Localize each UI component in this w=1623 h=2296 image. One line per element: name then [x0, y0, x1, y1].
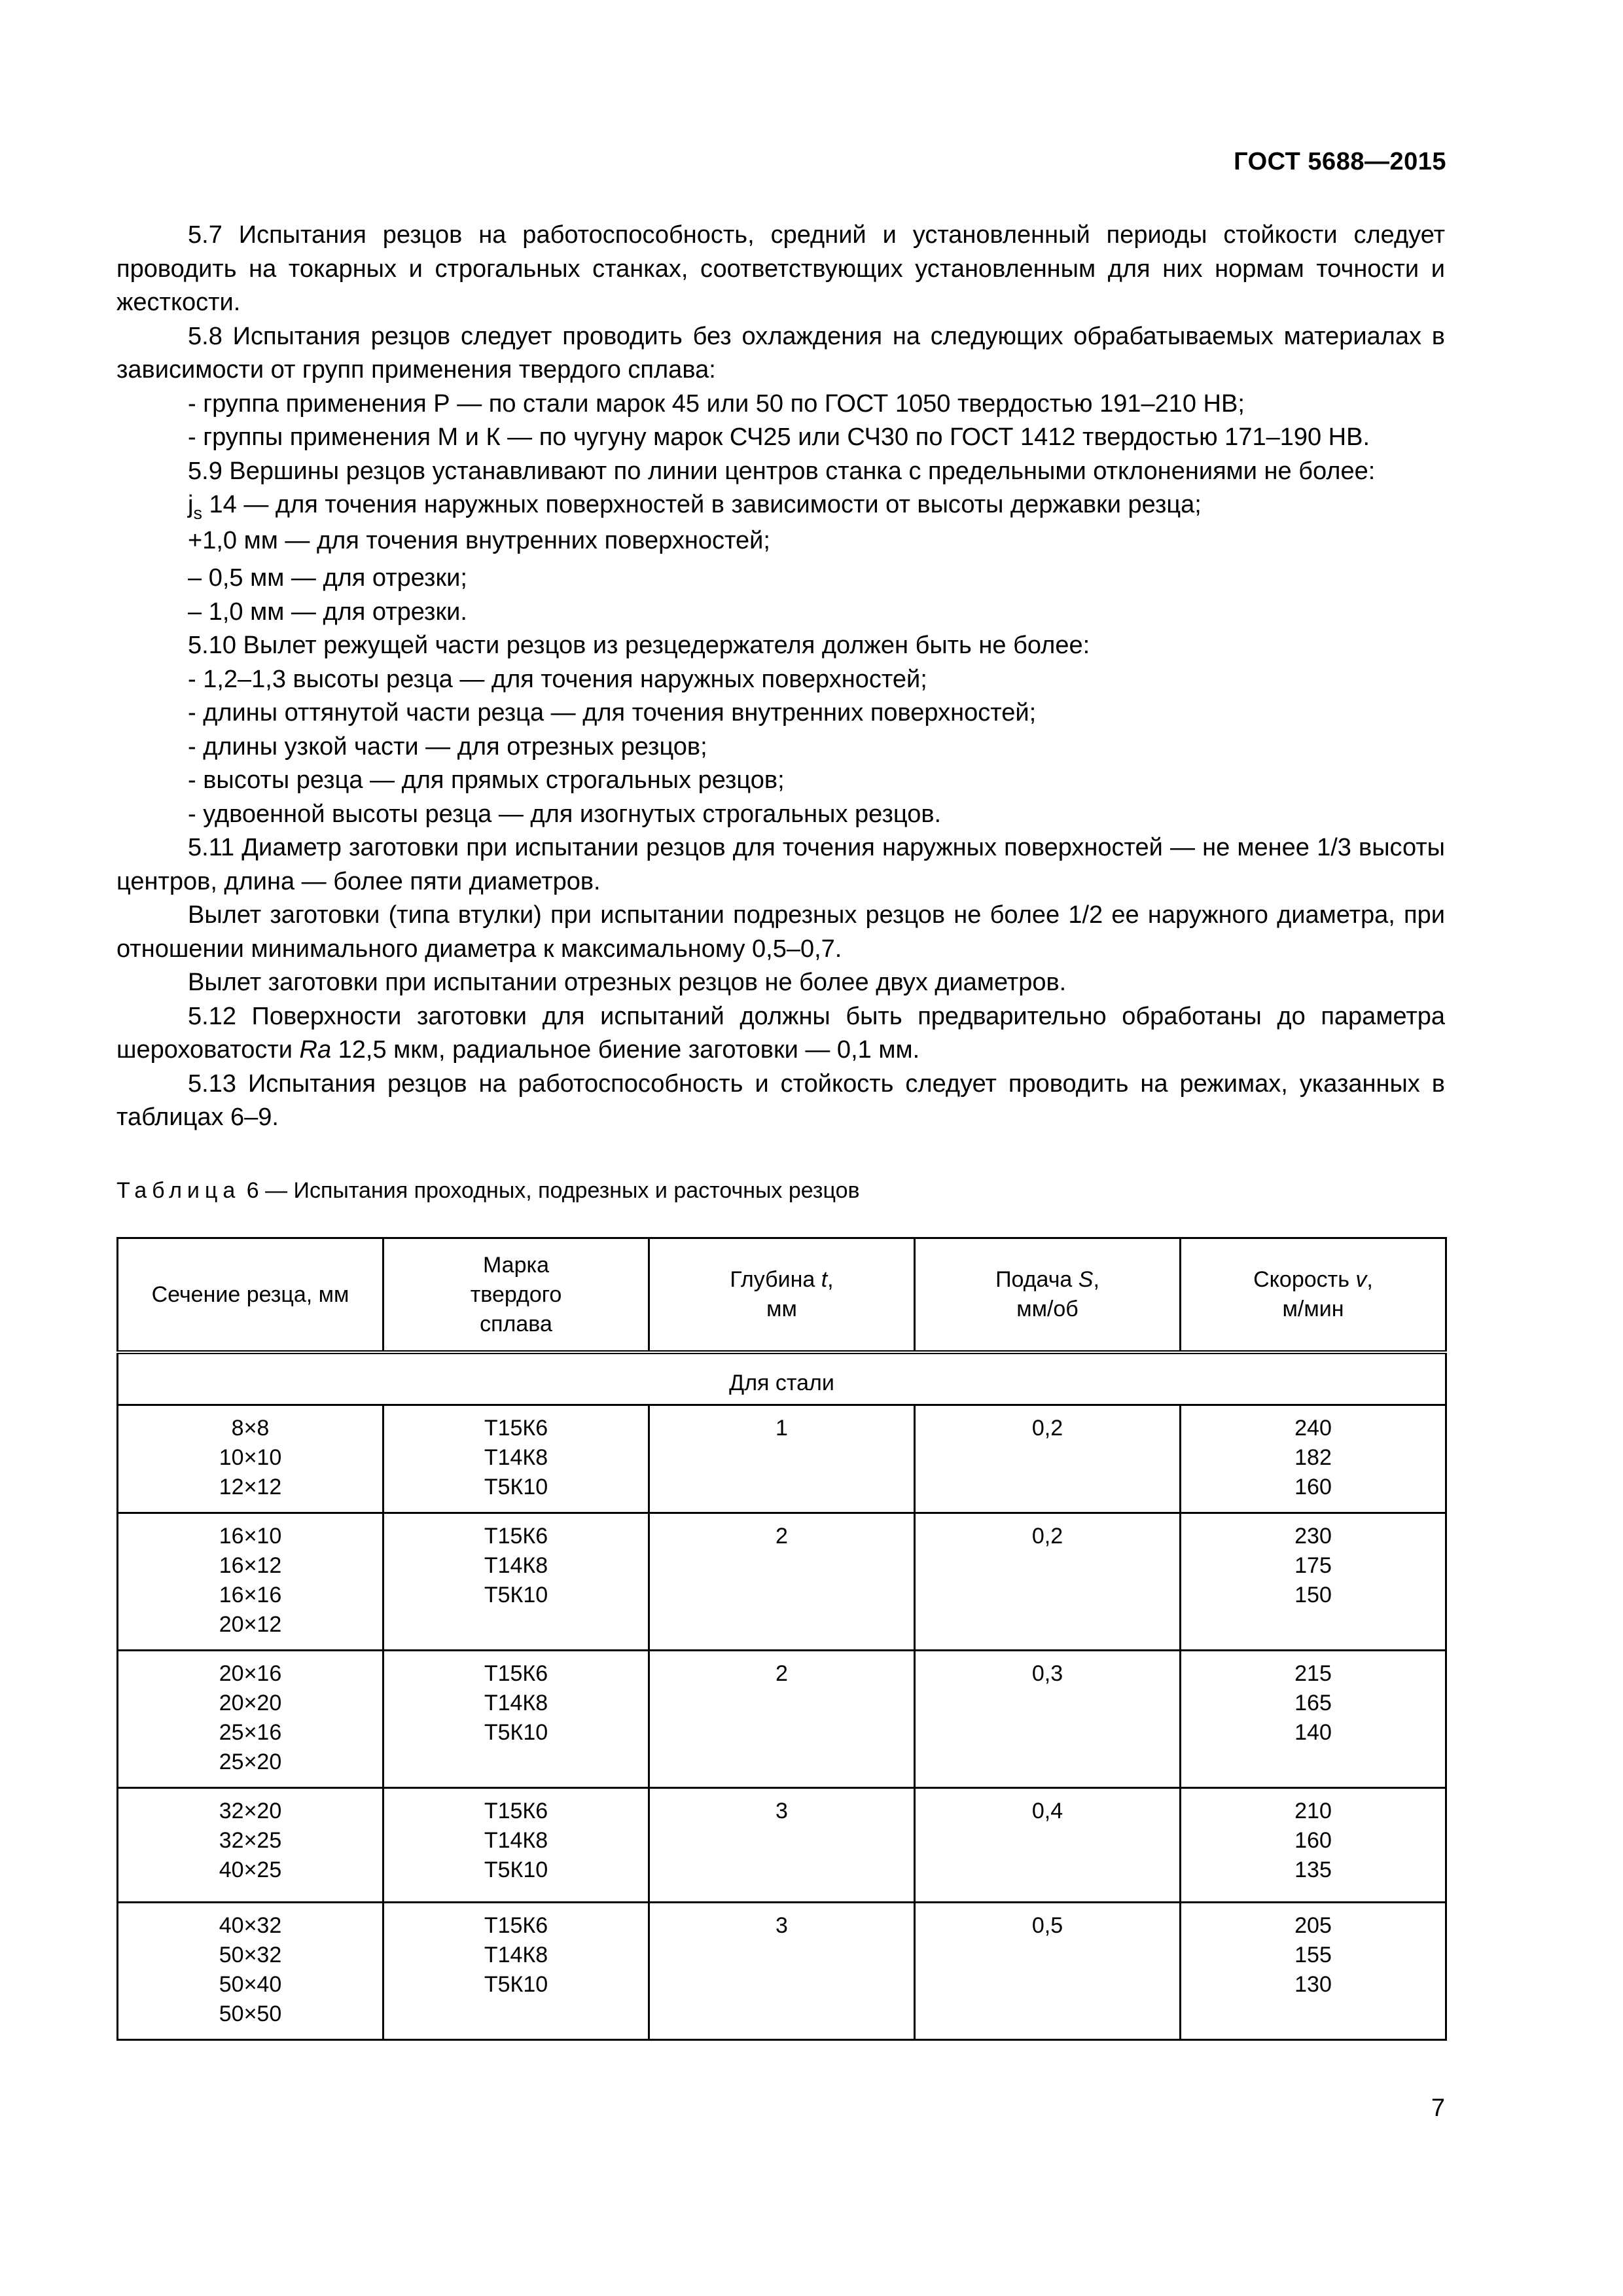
header-feed-comma: , — [1093, 1267, 1099, 1292]
header-depth-comma: , — [827, 1267, 834, 1292]
cell-line: Т15К6 — [484, 1799, 548, 1823]
header-depth-line — [650, 1265, 914, 1295]
test-modes-table — [116, 1237, 1447, 2041]
cell-sections — [118, 1513, 383, 1651]
cell-line: 165 — [1294, 1691, 1332, 1715]
paragraph-5-12 — [116, 1000, 1445, 1067]
cell-line: 8×8 — [231, 1416, 270, 1441]
cell-grades — [383, 1651, 649, 1788]
header-feed-var: S — [1078, 1267, 1094, 1292]
table-row — [118, 1651, 1446, 1788]
cell-grades — [383, 1405, 649, 1513]
cell-line: Т14К8 — [484, 1553, 548, 1578]
paragraph-5-11-c: Вылет заготовки при испытании отрезных резцов не более двух диаметров. — [188, 969, 1067, 996]
cell-depth: 2 — [649, 1513, 915, 1651]
js-symbol: j — [188, 491, 194, 518]
cell-sections — [118, 1788, 383, 1903]
header-grade-line: твердого — [470, 1282, 562, 1307]
cell-line: 160 — [1294, 1475, 1332, 1499]
paragraph-5-11-b: Вылет заготовки (типа втулки) при испытании подрезных резцов не более 1/2 ее наружного диаметра, при отношении минимального диаметра к максимальному 0,5–0,7. — [116, 901, 1445, 963]
document-header: ГОСТ 5688—2015 — [1234, 148, 1446, 175]
cell-line: 32×25 — [219, 1828, 282, 1853]
cell-speeds — [1181, 1903, 1446, 2040]
cell-depth: 2 — [649, 1651, 915, 1788]
header-grade — [383, 1238, 649, 1353]
cell-line: Т15К6 — [484, 1416, 548, 1441]
table-row — [118, 1405, 1446, 1513]
cell-line: 25×20 — [219, 1749, 282, 1774]
cell-line: Т15К6 — [484, 1661, 548, 1686]
paragraph-5-9-item-internal: +1,0 мм — для точения внутренних поверхностей; — [188, 526, 770, 554]
header-speed — [1181, 1238, 1446, 1353]
cell-speeds — [1181, 1788, 1446, 1903]
cell-grades — [383, 1788, 649, 1903]
cell-line: 16×16 — [219, 1583, 282, 1607]
cell-line: 50×50 — [219, 2001, 282, 2026]
header-speed-comma: , — [1366, 1267, 1373, 1292]
page-number: 7 — [1431, 2094, 1445, 2122]
cell-feed: 0,5 — [915, 1903, 1181, 2040]
cell-line: 10×10 — [219, 1445, 282, 1470]
cell-grades — [383, 1513, 649, 1651]
paragraph-5-9-item-cutoff-2: – 1,0 мм — для отрезки. — [188, 598, 467, 626]
header-depth-unit: мм — [766, 1297, 797, 1321]
cell-line: 215 — [1294, 1661, 1332, 1686]
cell-line: Т5К10 — [484, 1857, 548, 1882]
cell-line: Т15К6 — [484, 1913, 548, 1938]
cell-sections — [118, 1651, 383, 1788]
cell-line: 205 — [1294, 1913, 1332, 1938]
cell-grades — [383, 1903, 649, 2040]
cell-line: 40×32 — [219, 1913, 282, 1938]
cell-line: 130 — [1294, 1972, 1332, 1997]
table-header-row — [118, 1238, 1446, 1353]
paragraph-5-10: 5.10 Вылет режущей части резцов из резцедержателя должен быть не более: — [188, 632, 1090, 659]
cell-line: Т5К10 — [484, 1583, 548, 1607]
cell-depth: 1 — [649, 1405, 915, 1513]
paragraph-5-8-item-mk: - группы применения М и К — по чугуну марок СЧ25 или СЧ30 по ГОСТ 1412 твердостью 171–190 НВ. — [188, 423, 1370, 451]
cell-line: Т14К8 — [484, 1943, 548, 1967]
js-text: 14 — для точения наружных поверхностей в зависимости от высоты державки резца; — [202, 491, 1202, 518]
header-speed-var: v — [1355, 1267, 1367, 1292]
cell-depth: 3 — [649, 1903, 915, 2040]
paragraph-5-12-text-end: 12,5 мкм, радиальное биение заготовки — 0,1 мм. — [331, 1036, 920, 1064]
cell-feed: 0,3 — [915, 1651, 1181, 1788]
cell-line: 175 — [1294, 1553, 1332, 1578]
table-caption — [116, 1178, 860, 1204]
header-depth-label: Глубина — [730, 1267, 821, 1292]
cell-line: 25×16 — [219, 1720, 282, 1745]
header-section: Сечение резца, мм — [118, 1238, 383, 1353]
cell-line: Т5К10 — [484, 1475, 548, 1499]
cell-feed: 0,2 — [915, 1405, 1181, 1513]
cell-line: Т14К8 — [484, 1691, 548, 1715]
paragraph-5-8: 5.8 Испытания резцов следует проводить без охлаждения на следующих обрабатываемых материалах в зависимости от групп применения твердого сплава: — [116, 322, 1445, 384]
cell-line: Т14К8 — [484, 1828, 548, 1853]
header-grade-line: Марка — [482, 1252, 550, 1278]
cell-line: 150 — [1294, 1583, 1332, 1607]
cell-speeds — [1181, 1651, 1446, 1788]
ra-symbol: Ra — [299, 1036, 332, 1064]
cell-line: 12×12 — [219, 1475, 282, 1499]
paragraph-5-11: 5.11 Диаметр заготовки при испытании резцов для точения наружных поверхностей — не менее 1/3 высоты центров, длина — более пяти диаметров. — [116, 834, 1445, 895]
cell-line: 230 — [1294, 1524, 1332, 1549]
paragraph-5-8-item-p: - группа применения Р — по стали марок 45 или 50 по ГОСТ 1050 твердостью 191–210 НВ; — [188, 389, 1245, 418]
table-row — [118, 1903, 1446, 2040]
paragraph-5-10-item-4: - высоты резца — для прямых строгальных резцов; — [188, 766, 785, 794]
table-row — [118, 1513, 1446, 1651]
header-feed-line — [916, 1265, 1179, 1295]
header-speed-line — [1181, 1265, 1445, 1295]
cell-line: Т5К10 — [484, 1720, 548, 1745]
cell-depth: 3 — [649, 1788, 915, 1903]
header-feed — [915, 1238, 1181, 1353]
cell-line: 16×10 — [219, 1524, 282, 1549]
header-feed-label: Подача — [995, 1267, 1079, 1292]
cell-line: 50×40 — [219, 1972, 282, 1997]
cell-line: 155 — [1294, 1943, 1332, 1967]
paragraph-5-10-item-5: - удвоенной высоты резца — для изогнутых строгальных резцов. — [188, 800, 942, 828]
paragraph-5-12-text: 5.12 Поверхности заготовки для испытаний должны быть предварительно обработаны до параметра шероховатости — [116, 1002, 1445, 1064]
header-feed-unit: мм/об — [1016, 1297, 1079, 1321]
cell-line: 240 — [1294, 1416, 1332, 1441]
cell-line: 20×16 — [219, 1661, 282, 1686]
paragraph-5-9-item-cutoff-1: – 0,5 мм — для отрезки; — [188, 564, 467, 592]
table-row — [118, 1788, 1446, 1903]
cell-speeds — [1181, 1405, 1446, 1513]
paragraph-5-9: 5.9 Вершины резцов устанавливают по линии центров станка с предельными отклонениями не более: — [188, 457, 1376, 485]
cell-sections — [118, 1903, 383, 2040]
header-depth — [649, 1238, 915, 1353]
paragraph-5-10-item-3: - длины узкой части — для отрезных резцов; — [188, 732, 707, 761]
cell-line: 160 — [1294, 1828, 1332, 1853]
cell-speeds — [1181, 1513, 1446, 1651]
cell-line: 20×12 — [219, 1612, 282, 1637]
body-text — [116, 219, 1445, 1135]
cell-line: 182 — [1294, 1445, 1332, 1470]
paragraph-5-7: 5.7 Испытания резцов на работоспособность, средний и установленный периоды стойкости следует проводить на токарных и строгальных станках, соответствующих установленным для них нормам точности и жесткости. — [116, 221, 1445, 316]
paragraph-5-13: 5.13 Испытания резцов на работоспособность и стойкость следует проводить на режимах, указанных в таблицах 6–9. — [116, 1069, 1445, 1131]
cell-line: 210 — [1294, 1799, 1332, 1823]
table-section-steel: Для стали — [118, 1352, 1446, 1405]
js-subscript: s — [193, 503, 202, 523]
cell-feed: 0,4 — [915, 1788, 1181, 1903]
cell-line: 140 — [1294, 1720, 1332, 1745]
cell-sections — [118, 1405, 383, 1513]
cell-line: 135 — [1294, 1857, 1332, 1882]
cell-line: 32×20 — [219, 1799, 282, 1823]
cell-line: Т14К8 — [484, 1445, 548, 1470]
paragraph-5-10-item-1: - 1,2–1,3 высоты резца — для точения наружных поверхностей; — [188, 665, 927, 693]
paragraph-5-10-item-2: - длины оттянутой части резца — для точения внутренних поверхностей; — [188, 699, 1037, 726]
cell-line: 16×12 — [219, 1553, 282, 1578]
cell-line: Т5К10 — [484, 1972, 548, 1997]
header-speed-unit: м/мин — [1282, 1297, 1344, 1321]
table-caption-word: Таблица — [116, 1178, 241, 1203]
cell-line: 50×32 — [219, 1943, 282, 1967]
cell-line: 40×25 — [219, 1857, 282, 1882]
header-depth-var: t — [821, 1267, 828, 1292]
cell-line: Т15К6 — [484, 1524, 548, 1549]
header-speed-label: Скорость — [1253, 1267, 1356, 1292]
paragraph-5-9-item-js14 — [116, 488, 1445, 524]
cell-feed: 0,2 — [915, 1513, 1181, 1651]
cell-line: 20×20 — [219, 1691, 282, 1715]
table-caption-text: 6 — Испытания проходных, подрезных и расточных резцов — [240, 1178, 860, 1203]
header-grade-line: сплава — [480, 1311, 552, 1336]
